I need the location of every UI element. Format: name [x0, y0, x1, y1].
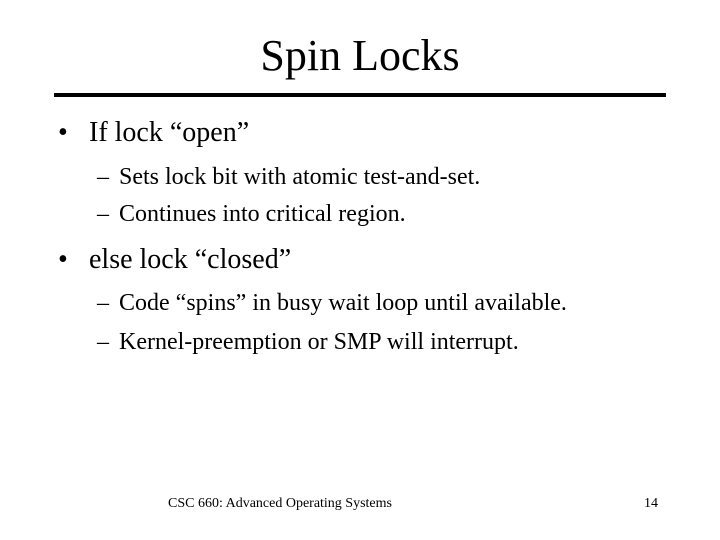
bullet-text: If lock “open”	[89, 117, 250, 148]
slide-title: Spin Locks	[260, 31, 460, 80]
dash-icon: –	[97, 164, 109, 190]
sub-bullet-item	[97, 199, 406, 229]
slide-footer: CSC 660: Advanced Operating Systems	[168, 496, 392, 511]
sub-bullet-text: Continues into critical region.	[119, 201, 406, 227]
sub-bullet-item	[97, 162, 480, 192]
sub-bullet-text: Code “spins” in busy wait loop until available.	[119, 290, 567, 316]
bullet-dot-icon: •	[58, 244, 68, 275]
sub-bullet-item	[97, 327, 519, 357]
sub-bullet-item	[97, 288, 567, 318]
dash-icon: –	[97, 329, 109, 355]
sub-bullet-text: Kernel-preemption or SMP will interrupt.	[119, 329, 519, 355]
title-underline-rule	[54, 93, 666, 97]
bullet-text: else lock “closed”	[89, 244, 292, 275]
sub-bullet-text: Sets lock bit with atomic test-and-set.	[119, 164, 481, 190]
dash-icon: –	[97, 201, 109, 227]
bullet-item	[58, 116, 249, 150]
dash-icon: –	[97, 290, 109, 316]
page-number: 14	[644, 496, 658, 511]
bullet-dot-icon: •	[58, 117, 68, 148]
bullet-item	[58, 243, 291, 277]
